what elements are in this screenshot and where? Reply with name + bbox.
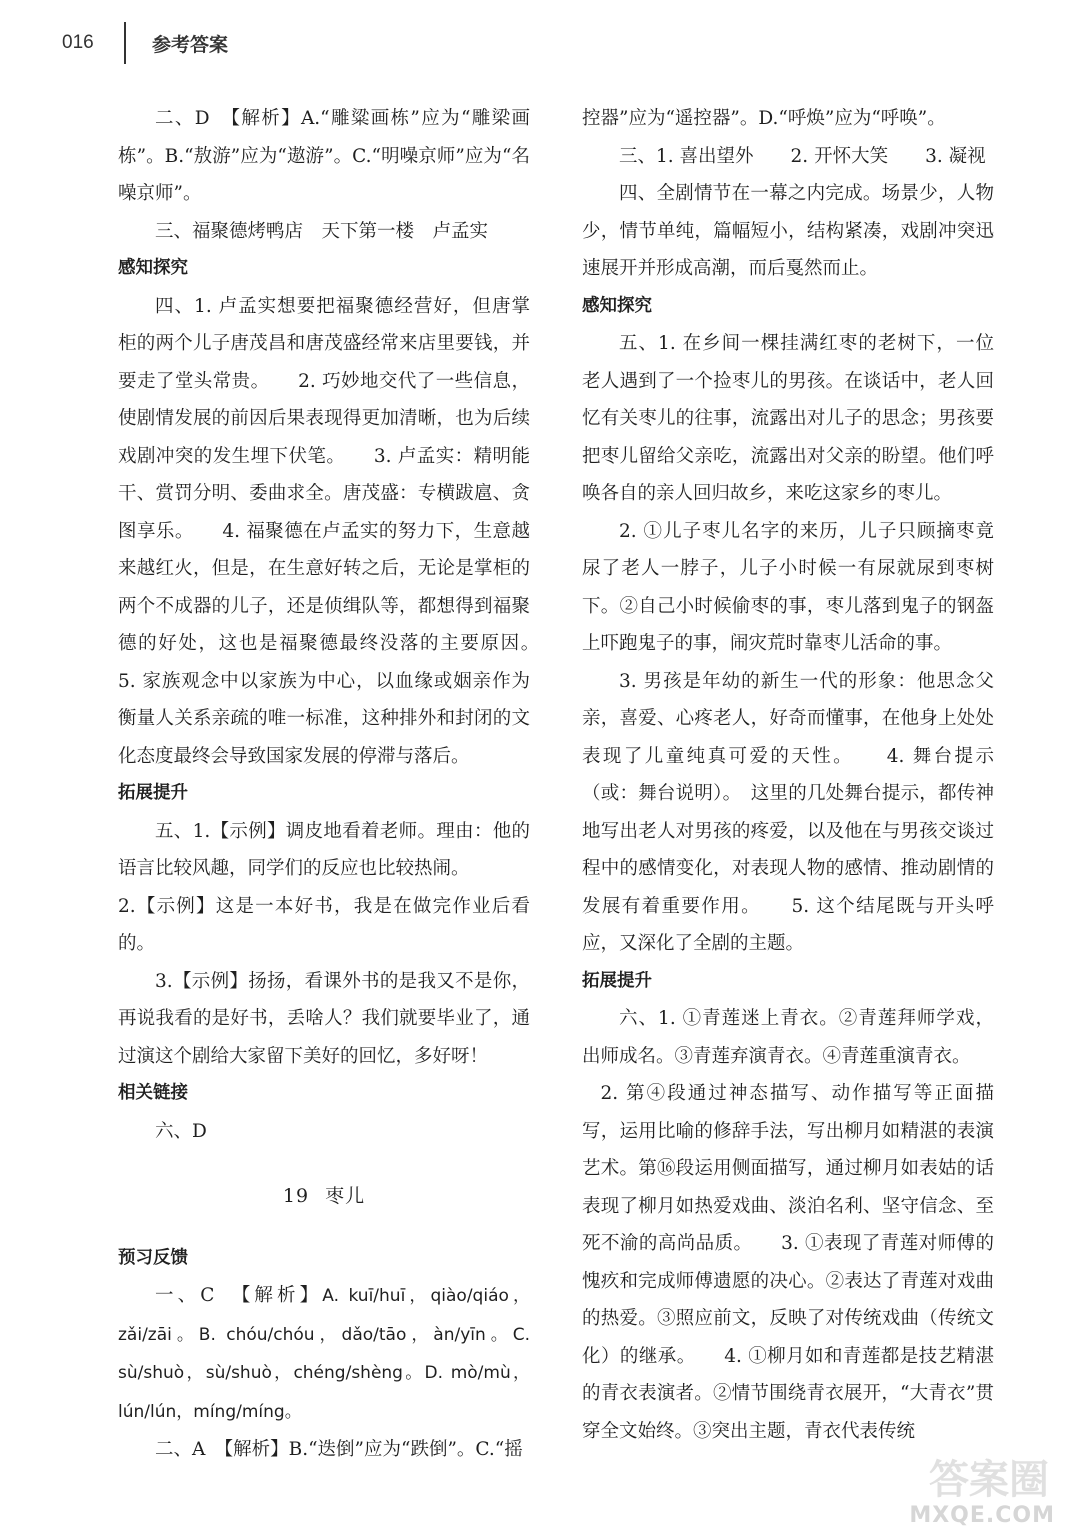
answer-5-1-summary: 五、1. 在乡间一棵挂满红枣的老树下，一位老人遇到了一个捡枣儿的男孩。在谈话中，老人回忆有关枣儿的往事，流露出对儿子的思念；男孩要把枣儿留给父亲吃，流露出对父亲的盼望。他们呼唤各自的亲人回归故乡，来吃这家乡的枣儿。 (582, 333, 994, 504)
section-heading-perception: 感知探究 (118, 258, 188, 278)
answer-1-pinyin (118, 1277, 530, 1431)
answer-1-prefix: 一、C 【解析】 (155, 1285, 323, 1306)
answer-6-1: 六、1. ①青莲迷上青衣。②青莲拜师学戏，出师成名。③青莲弃演青衣。④青莲重演青衣。 (582, 1008, 994, 1067)
header-divider (124, 22, 126, 64)
answer-5-1: 五、1.【示例】调皮地看着老师。理由：他的语言比较风趣，同学们的反应也比较热闹。 (118, 820, 530, 879)
right-column (582, 100, 994, 1450)
answer-2-typos: 二、A 【解析】B.“迭倒”应为“跌倒”。C.“摇 (155, 1439, 523, 1460)
answer-6-2: 2. 第④段通过神态描写、动作描写等正面描写，运用比喻的修辞手法，写出柳月如精湛的表演艺术。第⑯段运用侧面描写，通过柳月如表姑的话表现了柳月如热爱戏曲、淡泊名利、坚守信念、至死不渝的高尚品质。 3. ①表现了青莲对师傅的愧疚和完成师傅遗愿的决心。②表达了青莲对戏曲的热爱。③照应前文，反映了对传统戏曲（传统文化）的继承。 4. ①柳月如和青莲都是技艺精湛的青衣表演者。②情节围绕青衣展开，“大青衣”贯穿全文始终。③突出主题，青衣代表传统 (582, 1083, 994, 1442)
answer-6: 六、D (155, 1120, 207, 1142)
watermark-logo (885, 1448, 1055, 1528)
answer-4: 四、1. 卢孟实想要把福聚德经营好，但唐掌柜的两个儿子唐茂昌和唐茂盛经常来店里要钱，并要走了堂头常贵。 2. 巧妙地交代了一些信息，使剧情发展的前因后果表现得更加清晰，也为后续戏剧冲突的发生埋下伏笔。 3. 卢孟实：精明能干、赏罚分明、委曲求全。唐茂盛：专横跋扈、贪图享乐。 4. 福聚德在卢孟实的努力下，生意越来越红火，但是，在生意好转之后，无论是掌柜的两个不成器的儿子，还是侦缉队等，都想得到福聚德的好处，这也是福聚德最终没落的主要原因。 5. 家族观念中以家族为中心，以血缘或姻亲作为衡量人关系亲疏的唯一标准，这种排外和封闭的文化态度最终会导致国家发展的停滞与落后。 (118, 295, 568, 767)
chapter-title (118, 1178, 530, 1216)
section-heading-extension: 拓展提升 (118, 783, 188, 803)
answer-4-plot: 四、全剧情节在一幕之内完成。场景少，人物少，情节单纯，篇幅短小，结构紧凑，戏剧冲突迅速展开并形成高潮，而后戛然而止。 (582, 183, 994, 279)
section-heading-links: 相关链接 (118, 1083, 188, 1103)
section-heading-extension-2: 拓展提升 (582, 970, 652, 991)
section-heading-perception-2: 感知探究 (582, 295, 652, 316)
answer-5-2-events: 2. ①儿子枣儿名字的来历，儿子只顾摘枣竟尿了老人一脖子，儿子小时候一有尿就尿到枣树下。②自己小时候偷枣的事，枣儿落到鬼子的钢盔上吓跑鬼子的事，闹灾荒时靠枣儿活命的事。 (582, 520, 994, 654)
page-number: 016 (62, 32, 94, 53)
chapter-number: 19 (282, 1185, 310, 1207)
left-column (118, 100, 568, 1469)
answer-5-2: 2.【示例】这是一本好书，我是在做完作业后看的。 (118, 895, 530, 954)
answer-5-3: 3.【示例】扬扬，看课外书的是我又不是你，再说我看的是好书，丢啥人？我们就要毕业了，通过演这个剧给大家留下美好的回忆，多好呀！ (118, 970, 530, 1067)
answer-2-continued: 控器”应为“遥控器”。D.“呼焕”应为“呼唤”。 (582, 108, 946, 129)
answer-5-3-boy: 3. 男孩是年幼的新生一代的形象：他思念父亲，喜爱、心疼老人，好奇而懂事，在他身上处处表现了儿童纯真可爱的天性。 4. 舞台提示（或：舞台说明）。 这里的几处舞台提示，都传神地写出老人对男孩的疼爱，以及他在与男孩交谈过程中的感情变化，对表现人物的感情、推动剧情的发展有着重要作用。 5. 这个结尾既与开头呼应，又深化了全剧的主题。 (582, 670, 994, 954)
answer-3: 三、福聚德烤鸭店 天下第一楼 卢孟实 (155, 220, 489, 242)
answer-2: 二、D 【解析】A.“雕粱画栋”应为“雕梁画栋”。B.“敖游”应为“遨游”。C.“明噪京师”应为“名噪京师”。 (118, 108, 530, 204)
watermark-text: 答案圈 (929, 1457, 1049, 1503)
running-title: 参考答案 (152, 34, 229, 56)
section-heading-preview: 预习反馈 (118, 1247, 188, 1268)
answer-3-words: 三、1. 喜出望外 2. 开怀大笑 3. 凝视 (619, 145, 986, 167)
watermark-url: MXQE.COM (909, 1503, 1055, 1528)
chapter-name: 枣儿 (325, 1185, 366, 1207)
pinyin-options: A. kuī/huī，qiào/qiáo，zǎi/zāi。B. chóu/chóu，dǎo/tāo，àn/yīn。C. sù/shuò，sù/shuò，chéng/shèng。D. mò/mù，lún/lún，míng/míng。 (118, 1286, 530, 1422)
